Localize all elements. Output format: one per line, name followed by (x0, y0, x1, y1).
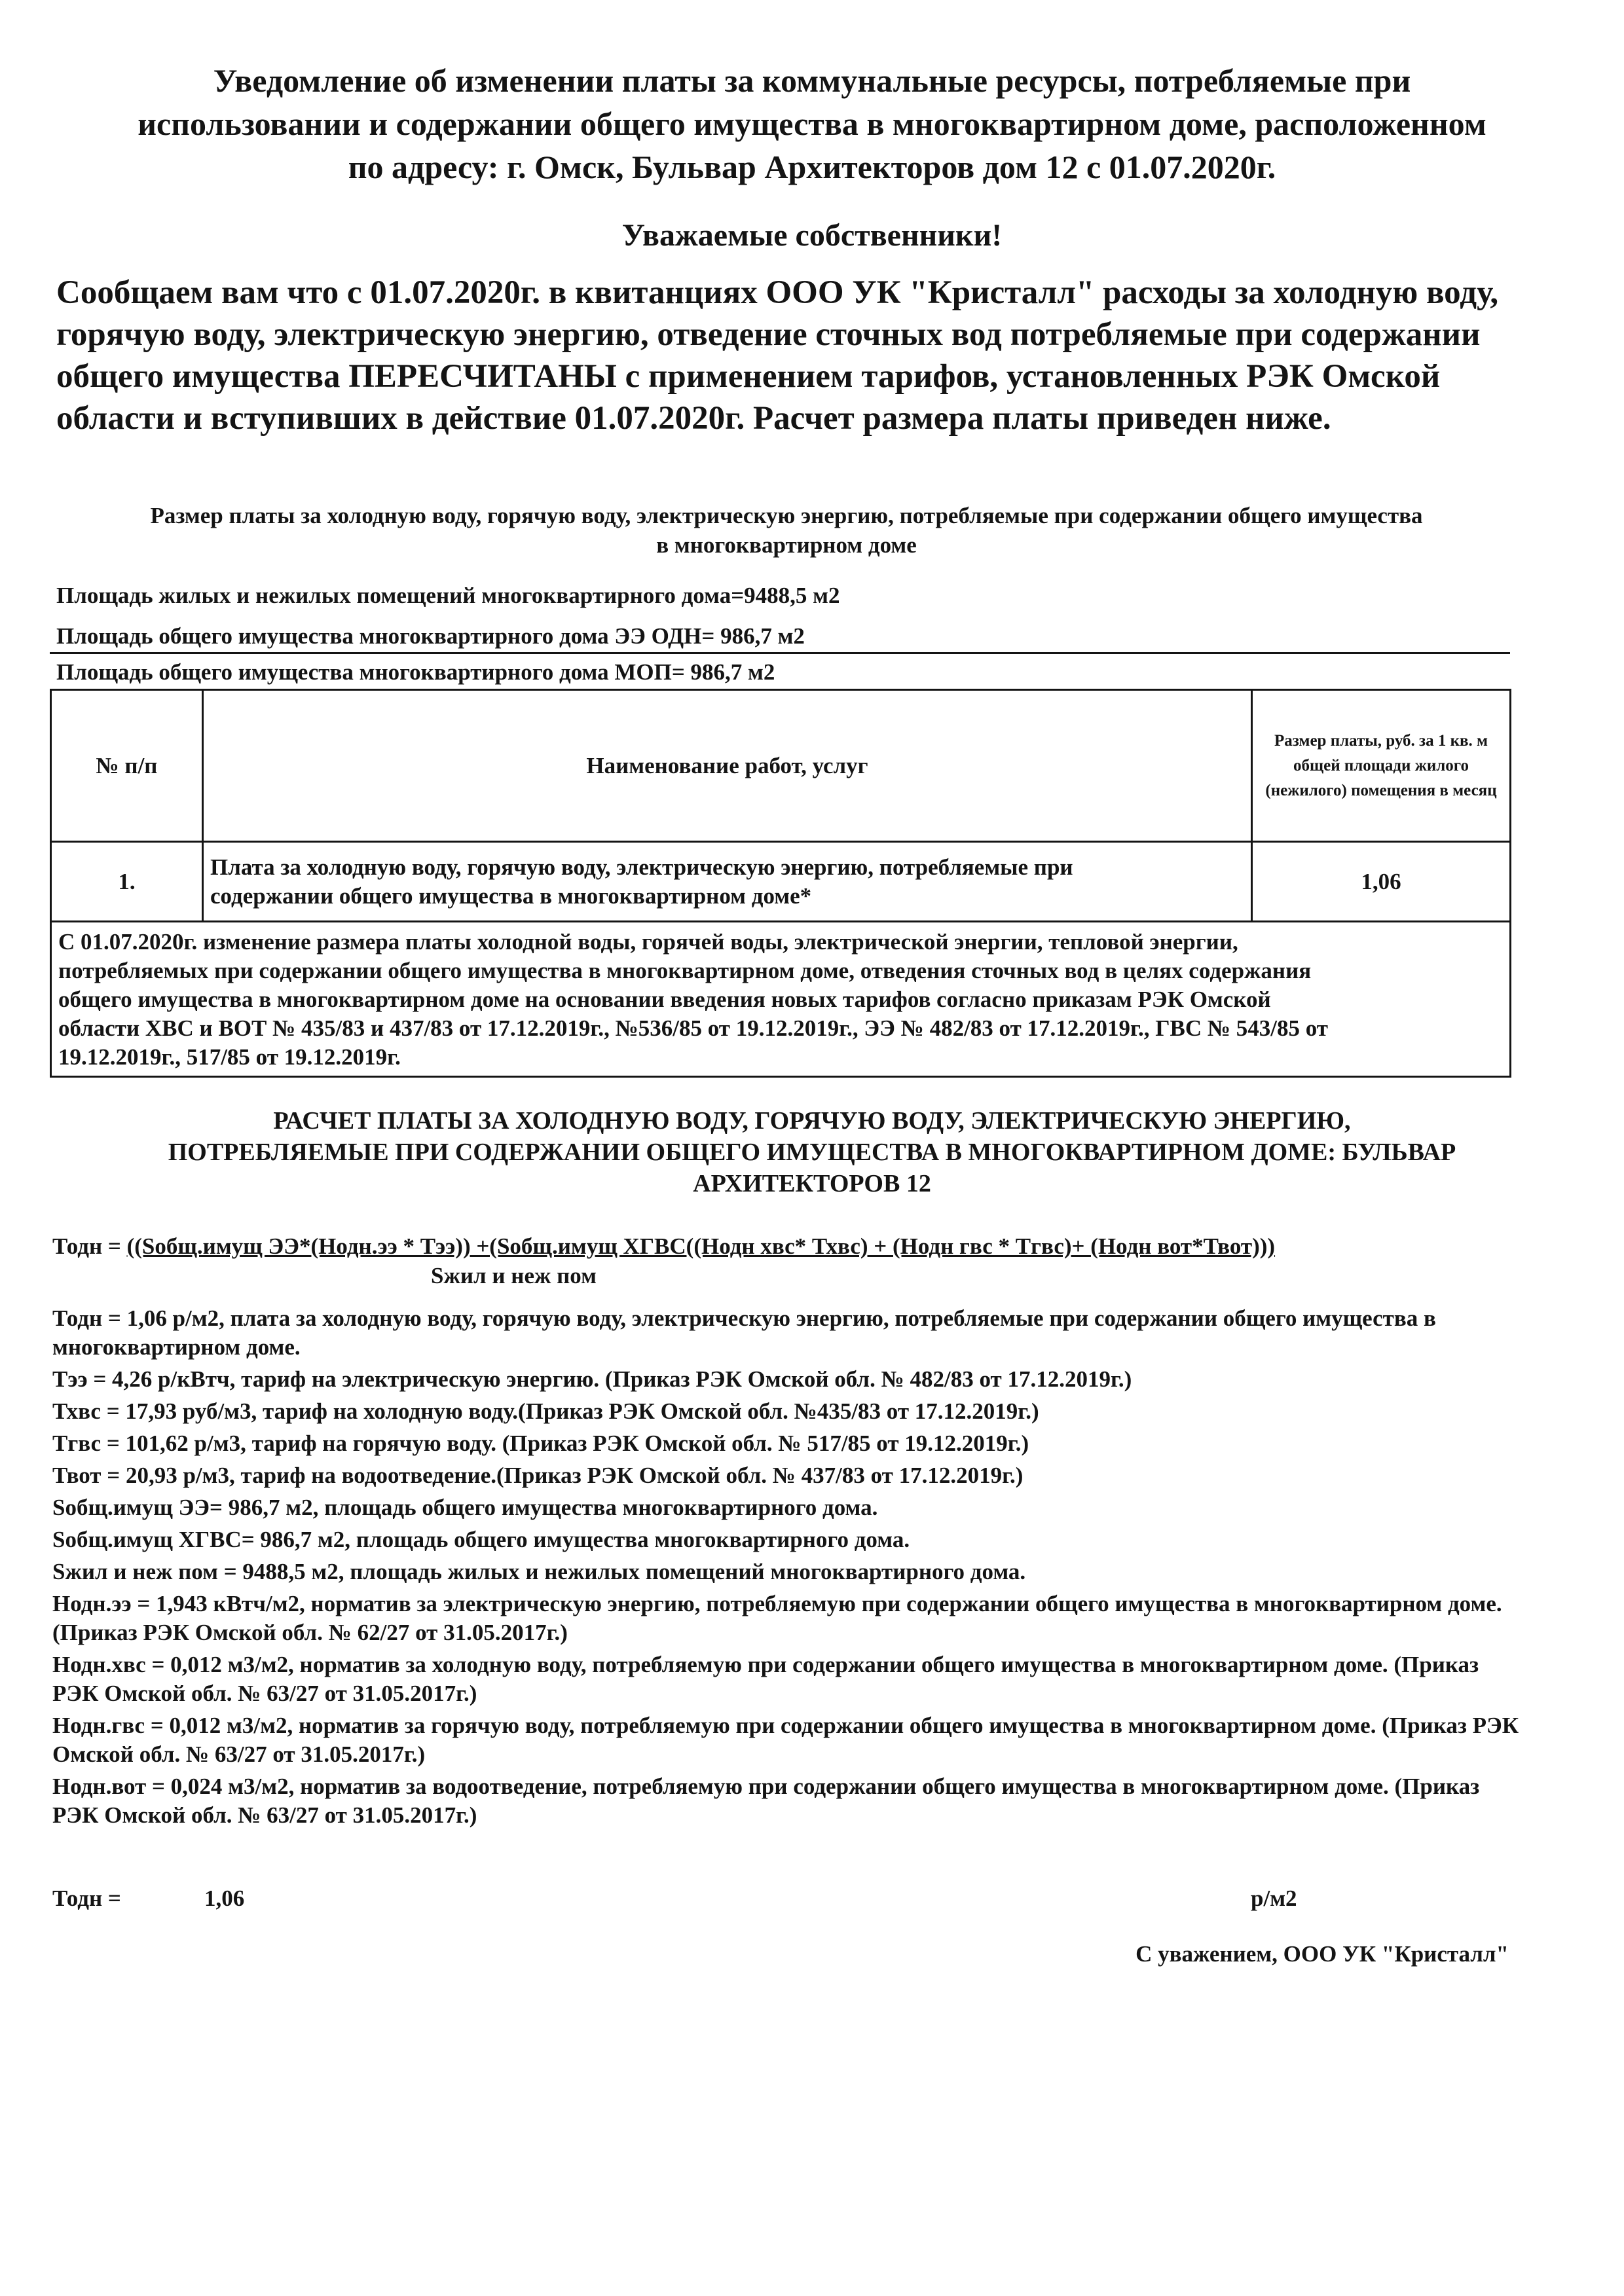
section-subheading (56, 501, 1517, 560)
definition-item: Sжил и неж пом = 9488,5 м2, площадь жилых и нежилых помещений многоквартирного дома. (52, 1559, 1026, 1584)
divider (50, 652, 1510, 654)
calc-title-line: ПОТРЕБЛЯЕМЫЕ ПРИ СОДЕРЖАНИИ ОБЩЕГО ИМУЩЕСТВА В МНОГОКВАРТИРНОМ ДОМЕ: БУЛЬВАР (168, 1139, 1456, 1166)
definition-item: Тхвс = 17,93 руб/м3, тариф на холодную воду.(Приказ РЭК Омской обл. №435/83 от 17.12.2019г.) (52, 1398, 1039, 1424)
header-rate-line: общей площади жилого (1293, 756, 1469, 774)
row-name-line: содержании общего имущества в многоквартирном доме* (210, 883, 812, 909)
calc-title-line: РАСЧЕТ ПЛАТЫ ЗА ХОЛОДНУЮ ВОДУ, ГОРЯЧУЮ ВОДУ, ЭЛЕКТРИЧЕСКУЮ ЭНЕРГИЮ, (273, 1107, 1351, 1135)
calculation-title (72, 1105, 1552, 1199)
signature: С уважением, ООО УК "Кристалл" (1135, 1941, 1509, 1967)
table-header-row (52, 691, 1509, 843)
table-note (52, 922, 1509, 1076)
definition-item: Нодн.ээ = 1,943 кВтч/м2, норматив за электрическую энергию, потребляемую при содержании общего имущества в многоквартирном доме.(Приказ РЭК Омской обл. № 62/27 от 31.05.2017г.) (52, 1591, 1502, 1645)
row-rate: 1,06 (1361, 868, 1401, 894)
formula-denominator: Sжил и неж пом (431, 1263, 597, 1288)
document-title (65, 59, 1559, 189)
subheading-line: в многоквартирном доме (656, 532, 917, 558)
note-line: общего имущества в многоквартирном доме на основании введения новых тарифов согласно приказам РЭК Омской (58, 987, 1271, 1012)
header-rate-line: Размер платы, руб. за 1 кв. м (1274, 731, 1488, 750)
tariff-table (50, 689, 1511, 1078)
formula-lhs: Тодн = (52, 1233, 127, 1259)
area-common-mop: Площадь общего имущества многоквартирного дома МОП= 986,7 м2 (56, 659, 775, 685)
result-label: Тодн = (52, 1886, 121, 1911)
header-num: № п/п (52, 691, 204, 841)
header-rate-line: (нежилого) помещения в месяц (1265, 781, 1497, 799)
definition-item: Нодн.вот = 0,024 м3/м2, норматив за водоотведение, потребляемую при содержании общего имущества в многоквартирном доме. (Приказ РЭК Омской обл. № 63/27 от 31.05.2017г.) (52, 1774, 1480, 1828)
header-rate (1253, 691, 1509, 841)
row-name-line: Плата за холодную воду, горячую воду, электрическую энергию, потребляемые при (210, 854, 1073, 880)
subheading-line: Размер платы за холодную воду, горячую воду, электрическую энергию, потребляемые при содержании общего имущества (150, 503, 1423, 528)
note-line: С 01.07.2020г. изменение размера платы холодной воды, горячей воды, электрической энергии, тепловой энергии, (58, 929, 1238, 955)
note-line: потребляемых при содержании общего имущества в многоквартирном доме, отведения сточных вод в целях содержания (58, 958, 1312, 983)
note-line: 19.12.2019г., 517/85 от 19.12.2019г. (58, 1044, 401, 1070)
definition-item: Тээ = 4,26 р/кВтч, тариф на электрическую энергию. (Приказ РЭК Омской обл. № 482/83 от 17.12.2019г.) (52, 1366, 1132, 1392)
note-line: области ХВС и ВОТ № 435/83 и 437/83 от 17.12.2019г., №536/85 от 19.12.2019г., ЭЭ № 482/83 от 17.12.2019г., ГВС № 543/85 от (58, 1015, 1328, 1041)
row-num: 1. (52, 843, 204, 920)
definition-item: Твот = 20,93 р/м3, тариф на водоотведение.(Приказ РЭК Омской обл. № 437/83 от 17.12.2019г.) (52, 1463, 1024, 1488)
header-name: Наименование работ, услуг (204, 691, 1253, 841)
notice-paragraph: Сообщаем вам что с 01.07.2020г. в квитанциях ООО УК "Кристалл" расходы за холодную воду, горячую воду, электрическую энергию, отведение сточных вод потребляемые при содержании общего имущества ПЕРЕСЧИТАНЫ с применением тарифов, установленных РЭК Омской области и вступивших в действие 01.07.2020г. Расчет размера платы приведен ниже. (56, 274, 1499, 437)
definition-item: Sобщ.имущ ХГВС= 986,7 м2, площадь общего имущества многоквартирного дома. (52, 1527, 910, 1552)
result-value: 1,06 (204, 1886, 245, 1911)
result-unit: р/м2 (1251, 1886, 1297, 1911)
definition-item: Нодн.гвс = 0,012 м3/м2, норматив за горячую воду, потребляемую при содержании общего имущества в многоквартирном доме. (Приказ РЭК Омской обл. № 63/27 от 31.05.2017г.) (52, 1713, 1519, 1767)
area-residential: Площадь жилых и нежилых помещений многоквартирного дома=9488,5 м2 (56, 583, 840, 608)
definitions-list (52, 1304, 1519, 1833)
formula (52, 1232, 1275, 1261)
title-line: Уведомление об изменении платы за коммунальные ресурсы, потребляемые при (213, 62, 1411, 99)
calc-title-line: АРХИТЕКТОРОВ 12 (693, 1170, 931, 1197)
formula-numerator: ((Sобщ.имущ ЭЭ*(Нодн.ээ * Тээ)) +(Sобщ.имущ ХГВС((Нодн хвс* Тхвс) + (Нодн гвс * Тгвс)+ (Нодн вот*Твот))) (126, 1233, 1276, 1259)
definition-item: Тгвс = 101,62 р/м3, тариф на горячую воду. (Приказ РЭК Омской обл. № 517/85 от 19.12.2019г.) (52, 1430, 1029, 1456)
definition-item: Sобщ.имущ ЭЭ= 986,7 м2, площадь общего имущества многоквартирного дома. (52, 1495, 878, 1520)
definition-item: Тодн = 1,06 р/м2, плата за холодную воду, горячую воду, электрическую энергию, потребляемые при содержании общего имущества в многоквартирном доме. (52, 1305, 1436, 1360)
greeting: Уважаемые собственники! (621, 218, 1003, 253)
table-row (52, 843, 1509, 922)
title-line: по адресу: г. Омск, Бульвар Архитекторов дом 12 с 01.07.2020г. (348, 149, 1276, 185)
definition-item: Нодн.хвс = 0,012 м3/м2, норматив за холодную воду, потребляемую при содержании общего имущества в многоквартирном доме. (Приказ РЭК Омской обл. № 63/27 от 31.05.2017г.) (52, 1652, 1479, 1706)
row-name (204, 843, 1253, 920)
title-line: использовании и содержании общего имущества в многоквартирном доме, расположенном (138, 105, 1486, 142)
area-common-ee: Площадь общего имущества многоквартирного дома ЭЭ ОДН= 986,7 м2 (56, 623, 805, 649)
